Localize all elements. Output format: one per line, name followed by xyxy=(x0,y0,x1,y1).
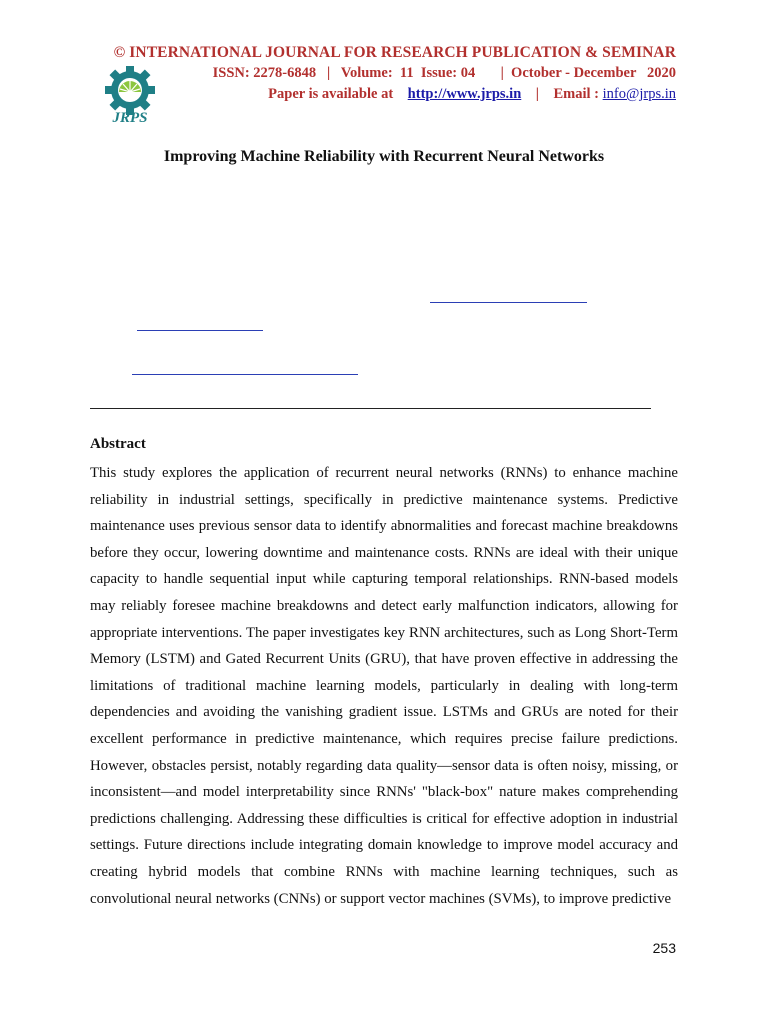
svg-text:JRPS: JRPS xyxy=(112,110,148,124)
email-link[interactable]: info@jrps.in xyxy=(602,86,676,102)
abstract-heading: Abstract xyxy=(90,436,146,452)
website-link[interactable]: http://www.jrps.in xyxy=(407,86,522,102)
author-email-link[interactable] xyxy=(137,330,263,331)
author-email-link[interactable] xyxy=(430,302,587,303)
section-divider xyxy=(90,408,651,409)
journal-name: © INTERNATIONAL JOURNAL FOR RESEARCH PUBLICATION & SEMINAR xyxy=(113,44,676,61)
available-label: Paper is available at xyxy=(268,86,394,102)
page-number: 253 xyxy=(652,940,676,956)
header-separator: | xyxy=(535,86,539,102)
author-email-link[interactable] xyxy=(132,374,358,375)
abstract-text: This study explores the application of recurrent neural networks (RNNs) to enhance machine reliability in industrial settings, specifically in predictive maintenance systems. Predictive maintenance uses previous sensor data to identify abnormalities and forecast machine breakdowns before they occur, lowering downtime and maintenance costs. RNNs are ideal with their unique capacity to handle sequential input while capturing temporal relationships. RNN-based models may reliably foresee machine breakdowns and detect early malfunction indicators, allowing for appropriate interventions. The paper investigates key RNN architectures, such as Long Short-Term Memory (LSTM) and Gated Recurrent Units (GRU), that have proven effective in addressing the limitations of traditional machine learning models, particularly in dealing with long-term dependencies and avoiding the vanishing gradient issue. LSTMs and GRUs are noted for their excellent performance in predictive maintenance, which requires precise failure predictions. However, obstacles persist, notably regarding data quality—sensor data is often noisy, missing, or inconsistent—and model interpretability since RNNs' "black-box" nature makes comprehending predictions challenging. Addressing these difficulties is critical for effective adoption in industrial settings. Future directions include integrating domain knowledge to improve model accuracy and creating hybrid models that combine RNNs with machine learning techniques, such as convolutional neural networks (CNNs) or support vector machines (SVMs), to improve predictive xyxy=(90,465,678,907)
jrps-logo xyxy=(90,66,174,124)
email-label: Email : xyxy=(553,86,599,102)
paper-title: Improving Machine Reliability with Recurrent Neural Networks xyxy=(163,148,605,165)
issn-volume-line: ISSN: 2278-6848 | Volume: 11 Issue: 04 | October - December 2020 xyxy=(212,65,676,81)
availability-line xyxy=(268,86,676,103)
